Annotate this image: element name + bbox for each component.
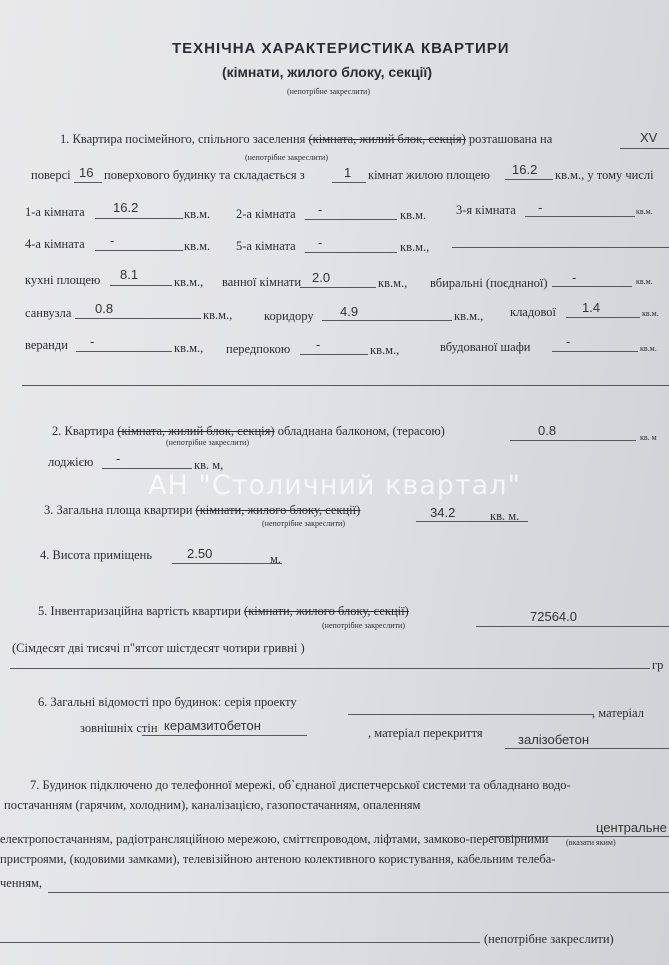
- room3-label: 3-я кімната: [456, 203, 516, 217]
- s2-balcony-unit: кв. м: [640, 433, 657, 442]
- room4-value: -: [110, 233, 115, 248]
- wardrobe-value: -: [566, 334, 571, 349]
- s7-line4: пристроями, (кодовими замками), телевізійною антеною колективного користування, кабельним телеба-: [0, 852, 556, 866]
- bath-value: 2.0: [312, 270, 331, 285]
- hall-unit: кв.м.,: [370, 343, 400, 357]
- room1-value: 16.2: [113, 200, 139, 215]
- s2-loggia-value: -: [116, 451, 121, 466]
- veranda-value: -: [90, 334, 95, 349]
- s2-text: [52, 424, 445, 439]
- s7-line3: електропостачанням, радіотрансляційною мережою, сміттєпроводом, ліфтами, замково-переговірними: [0, 832, 549, 846]
- s2-number: 2.: [52, 424, 62, 438]
- s3-value: 34.2: [430, 505, 456, 520]
- room3-value: -: [538, 200, 543, 215]
- s2-loggia-unit: кв. м,: [194, 458, 224, 472]
- s6-walls-value: керамзитобетон: [164, 718, 261, 733]
- s1-storeys-value: 16: [79, 165, 94, 180]
- s7-note: (непотрібне закреслити): [484, 932, 614, 946]
- room2-value: -: [318, 202, 323, 217]
- wc-value: -: [572, 270, 577, 285]
- agency-watermark: АН "Столичний квартал": [148, 470, 521, 501]
- s5-note: (непотрібне закреслити): [322, 621, 406, 630]
- s4-value: 2.50: [187, 546, 213, 561]
- s5-amount-words: (Сімдесят дві тисячі п"ятсот шістдесят чотири гривні ): [12, 641, 305, 655]
- s2-note: (непотрібне закреслити): [166, 438, 250, 447]
- corridor-label: коридору: [264, 309, 314, 323]
- room2-label: 2-а кімната: [236, 207, 296, 221]
- s2-strike: (кімната, жилий блок, секція): [117, 424, 275, 438]
- s3-text: [44, 503, 360, 518]
- s3-unit: кв. м.: [490, 509, 520, 523]
- s1-intro: [60, 132, 552, 147]
- room3-unit: кв.м.: [636, 207, 653, 216]
- bath-unit: кв.м.,: [378, 276, 408, 290]
- sanuzel-value: 0.8: [95, 301, 114, 316]
- wc-label: вбиральні (поєднаної): [430, 276, 548, 290]
- s1-intro-b: розташована на: [468, 132, 553, 146]
- storage-label: кладової: [510, 305, 557, 319]
- s1-intro-a: 1. Квартира посімейного, спільного заселення: [60, 132, 306, 146]
- s5-label: 5. Інвентаризаційна вартість квартири: [38, 604, 241, 618]
- s3-label: 3. Загальна площа квартири: [44, 503, 193, 517]
- s6-walls-label: зовнішніх стін: [80, 721, 158, 735]
- s5-text: [38, 604, 409, 619]
- sanuzel-label: санвузла: [25, 306, 72, 320]
- room4-label: 4-а кімната: [25, 237, 85, 251]
- room5-label: 5-а кімната: [236, 239, 296, 253]
- s7-line2: постачанням (гарячим, холодним), каналізацією, газопостачанням, опаленням: [4, 798, 421, 812]
- bath-label: ванної кімнати: [222, 275, 302, 289]
- s7-heating-value: центральне: [596, 820, 667, 835]
- kitchen-value: 8.1: [120, 267, 139, 282]
- storage-unit: кв.м.: [642, 309, 659, 318]
- s1-intro-note: (непотрібне закреслити): [245, 153, 329, 162]
- room5-unit: кв.м.,: [400, 240, 430, 254]
- wardrobe-unit: кв.м.: [640, 344, 657, 353]
- room2-unit: кв.м.: [400, 208, 427, 222]
- s7-line1: 7. Будинок підключено до телефонної мережі, об`єднаної диспетчерської системи та обладнано водо-: [30, 778, 571, 792]
- s7-heating-note: (вказати яким): [566, 838, 616, 847]
- veranda-label: веранди: [25, 338, 68, 352]
- room1-unit: кв.м.: [184, 207, 211, 221]
- s1-rooms-value: 1: [344, 165, 352, 180]
- s2-balcony-value: 0.8: [538, 423, 557, 438]
- s3-note: (непотрібне закреслити): [262, 519, 346, 528]
- s6-floor-material-value: залізобетон: [518, 732, 590, 747]
- s2-loggia-label: лоджією: [48, 455, 94, 469]
- hall-value: -: [316, 337, 321, 352]
- s1-living-suffix: кв.м., у тому числі: [555, 168, 654, 182]
- s1-storeys-label: поверхового будинку та складається з: [104, 168, 305, 182]
- wc-unit: кв.м.: [636, 277, 653, 286]
- corridor-unit: кв.м.,: [454, 309, 484, 323]
- s1-intro-strike: (кімната, жилий блок, секція): [308, 132, 466, 146]
- s6-floor-material-label: , матеріал перекриття: [368, 726, 483, 740]
- s6-material-label: , матеріал: [592, 706, 644, 720]
- s5-value: 72564.0: [530, 609, 577, 624]
- doc-subtitle-note: (непотрібне закреслити): [287, 87, 371, 96]
- veranda-unit: кв.м.,: [174, 341, 204, 355]
- s1-floor-value: XV: [640, 130, 658, 145]
- room4-unit: кв.м.: [184, 239, 211, 253]
- sanuzel-unit: кв.м.,: [203, 308, 233, 322]
- s1-floor-label: поверсі: [31, 168, 71, 182]
- kitchen-unit: кв.м.,: [174, 275, 204, 289]
- doc-subtitle: (кімнати, жилого блоку, секції): [222, 64, 433, 80]
- hall-label: передпокою: [226, 342, 291, 356]
- s2-balcony-label: обладнана балконом, (терасою): [277, 424, 445, 438]
- s3-strike: (кімнати, жилого блоку, секції): [195, 503, 361, 517]
- s1-living-area-value: 16.2: [512, 162, 538, 177]
- kitchen-label: кухні площею: [25, 273, 101, 287]
- s1-rooms-label: кімнат жилою площею: [368, 168, 490, 182]
- s5-currency-cut: гр: [652, 658, 664, 672]
- s4-unit: м.: [270, 552, 282, 566]
- doc-title: ТЕХНІЧНА ХАРАКТЕРИСТИКА КВАРТИРИ: [172, 40, 510, 57]
- s7-line5: ченням,: [0, 876, 42, 890]
- s4-label: 4. Висота приміщень: [40, 548, 153, 562]
- s5-strike: (кімнати, жилого блоку, секції): [244, 604, 409, 618]
- s2-label: Квартира: [64, 424, 115, 438]
- corridor-value: 4.9: [340, 304, 359, 319]
- s6-label: 6. Загальні відомості про будинок: серія проекту: [38, 695, 297, 709]
- storage-value: 1.4: [582, 300, 601, 315]
- wardrobe-label: вбудованої шафи: [440, 340, 531, 354]
- room5-value: -: [318, 235, 323, 250]
- room1-label: 1-а кімната: [25, 205, 85, 219]
